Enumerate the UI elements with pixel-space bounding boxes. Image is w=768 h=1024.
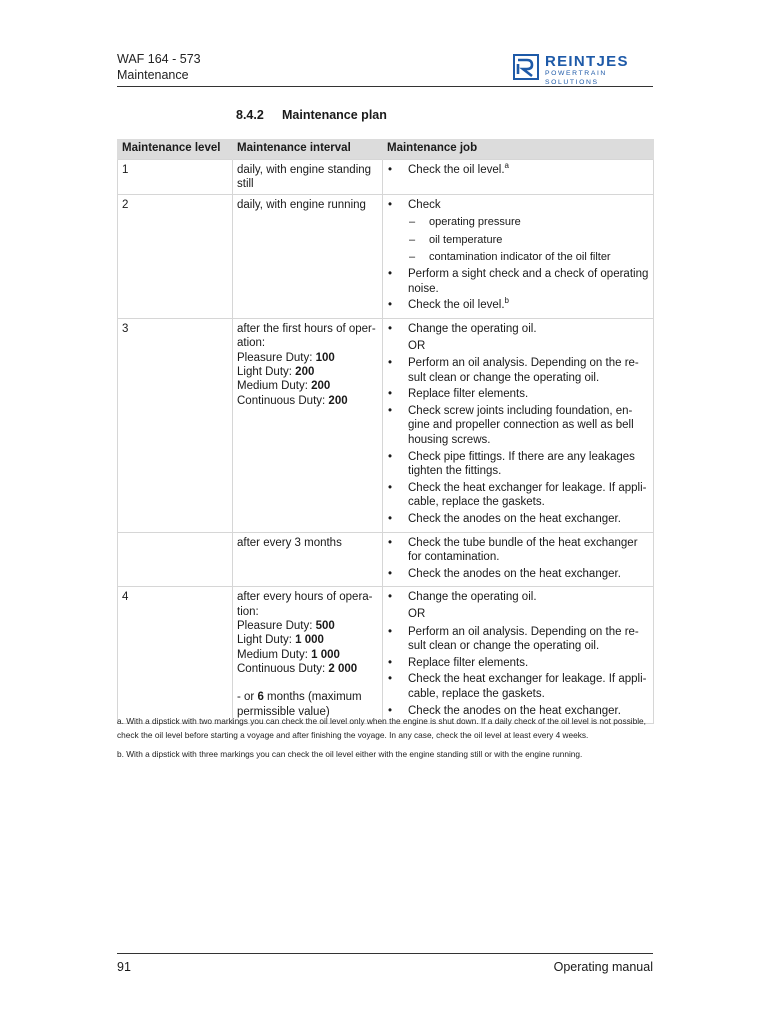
job-cell	[383, 159, 654, 195]
job-item: • Perform a sight check and a check of operating noise.	[387, 267, 649, 296]
table-row	[118, 195, 654, 319]
interval-cell: daily, with engine running	[233, 195, 383, 319]
section-title: Maintenance plan	[282, 108, 387, 122]
job-item: • Check the oil level.$^a$	[387, 163, 649, 177]
table-row	[118, 159, 654, 195]
sub-item: – operating pressure	[408, 215, 649, 229]
duty-line: Light Duty: 1 000	[237, 634, 324, 647]
duty-line: Medium Duty: 1 000	[237, 648, 340, 661]
footnotes	[117, 714, 657, 765]
level-cell: 3	[118, 319, 233, 532]
column-header-job: Maintenance job	[383, 139, 654, 159]
table-row	[118, 587, 654, 724]
job-item: • Replace filter elements.	[387, 656, 649, 670]
job-item: • Check the anodes on the heat exchanger.	[387, 512, 649, 526]
job-cell	[383, 587, 654, 724]
interval-cell	[233, 587, 383, 724]
column-header-interval: Maintenance interval	[233, 139, 383, 159]
level-cell	[118, 532, 233, 587]
job-item: • Check – operating pressure – oil temperature – contamination indicator of the oil filter	[387, 198, 649, 264]
job-item: • Check pipe fittings. If there are any leakages tighten the fittings.	[387, 450, 649, 479]
interval-cell: daily, with engine standing still	[233, 159, 383, 195]
job-item: • Check the tube bundle of the heat exchanger for contamination.	[387, 536, 649, 565]
footer-rule	[117, 953, 653, 954]
sub-item: – contamination indicator of the oil filter	[408, 250, 649, 264]
interval-alternative: - or 6 months (maximum permissible value)	[237, 691, 362, 718]
job-item: • Change the operating oil.	[387, 590, 649, 604]
or-separator: OR	[408, 608, 426, 621]
chapter-name: Maintenance	[117, 68, 189, 82]
job-item: • Change the operating oil.	[387, 322, 649, 336]
duty-line: Medium Duty: 200	[237, 380, 331, 393]
logo-tagline: POWERTRAIN SOLUTIONS	[545, 70, 607, 86]
job-cell	[383, 195, 654, 319]
job-item: • Check the oil level.$^b$	[387, 298, 649, 312]
duty-line: Light Duty: 200	[237, 366, 315, 379]
table-header-row	[118, 139, 654, 159]
interval-cell	[233, 319, 383, 532]
document-header	[117, 51, 201, 83]
document-id: WAF 164 - 573	[117, 52, 201, 66]
footnote-ref: a	[504, 160, 509, 170]
or-separator: OR	[408, 339, 426, 352]
interval-intro: after every hours of opera-tion:	[237, 591, 373, 618]
level-cell: 2	[118, 195, 233, 319]
manual-title: Operating manual	[553, 960, 653, 974]
logo-brand-text: REINTJES	[545, 53, 629, 70]
job-item: • Check the anodes on the heat exchanger.	[387, 567, 649, 581]
maintenance-plan-table	[117, 139, 654, 724]
job-item: • Perform an oil analysis. Depending on the re-sult clean or change the operating oil.	[387, 356, 649, 385]
footnote-b: b. With a dipstick with three markings you can check the oil level either with the engine standing still or with the engine running.	[117, 748, 583, 759]
job-item: • Check the anodes on the heat exchanger.	[387, 704, 649, 718]
duty-line: Continuous Duty: 200	[237, 394, 348, 407]
interval-cell: after every 3 months	[233, 532, 383, 587]
table-row	[118, 319, 654, 532]
level-cell: 4	[118, 587, 233, 724]
duty-line: Continuous Duty: 2 000	[237, 662, 358, 675]
footnote-a: a. With a dipstick with two markings you can check the oil level only when the engine is shut down. If a daily check of the oil level is not possible, check the oil level before starting a voyage and after finishing the voyage. In any case, check the oil level at least every 4 weeks.	[117, 716, 646, 741]
table-row	[118, 532, 654, 587]
duty-line: Pleasure Duty: 500	[237, 620, 335, 633]
interval-intro: after the first hours of oper-ation:	[237, 323, 376, 350]
section-number: 8.4.2	[236, 108, 264, 122]
level-cell: 1	[118, 159, 233, 195]
column-header-level: Maintenance level	[118, 139, 233, 159]
job-item: • Check the heat exchanger for leakage. If appli-cable, replace the gaskets.	[387, 672, 649, 701]
duty-line: Pleasure Duty: 100	[237, 351, 335, 364]
sub-item: – oil temperature	[408, 233, 649, 247]
job-cell	[383, 319, 654, 532]
job-item: • Replace filter elements.	[387, 387, 649, 401]
reintjes-logo-icon	[513, 54, 539, 80]
page-number: 91	[117, 960, 131, 974]
footnote-ref: b	[504, 296, 509, 306]
job-cell	[383, 532, 654, 587]
reintjes-logo	[513, 53, 655, 86]
job-item: • Check the heat exchanger for leakage. If appli-cable, replace the gaskets.	[387, 481, 649, 510]
header-rule	[117, 86, 653, 87]
job-item: • Perform an oil analysis. Depending on the re-sult clean or change the operating oil.	[387, 625, 649, 654]
section-heading	[236, 108, 387, 122]
job-item: • Check screw joints including foundation, en-gine and propeller connection as well as bell housing screws.	[387, 404, 649, 447]
